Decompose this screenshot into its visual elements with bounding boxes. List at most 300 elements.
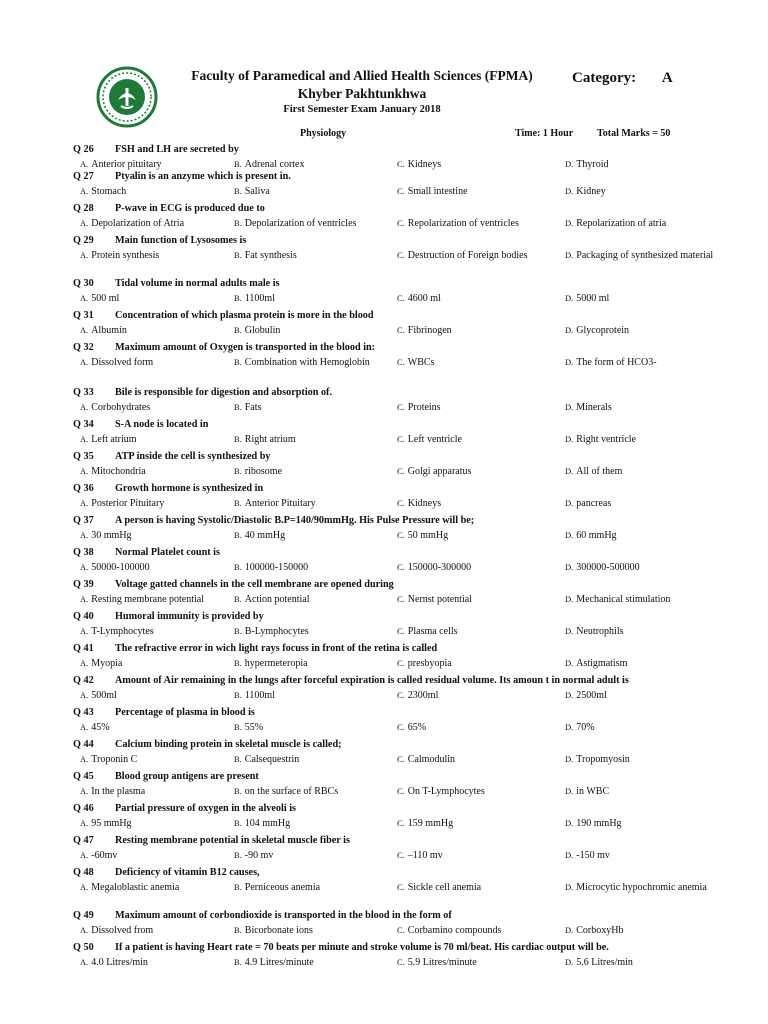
option-text: 300000-500000 <box>576 562 640 573</box>
option-text: Dissolved from <box>91 925 154 936</box>
question-heading <box>73 739 342 750</box>
option-letter: A. <box>80 690 89 700</box>
option-text: Repolarization of atria <box>576 218 667 229</box>
option-letter: C. <box>397 530 405 540</box>
option-text: Action potential <box>244 594 310 605</box>
option-letter: D. <box>565 754 574 764</box>
option-text: Adrenal cortex <box>244 159 305 170</box>
question-number: Q 35 <box>73 451 94 462</box>
option-letter: B. <box>234 850 242 860</box>
question-text: P-wave in ECG is produced due to <box>115 203 265 214</box>
answer-option <box>565 324 725 338</box>
total-marks: Total Marks = 50 <box>597 128 671 139</box>
answer-option <box>234 881 384 895</box>
option-letter: B. <box>234 594 242 604</box>
answer-option <box>565 753 725 767</box>
option-letter: D. <box>565 159 574 169</box>
question-number: Q 48 <box>73 867 94 878</box>
answer-option <box>397 849 557 863</box>
answer-option <box>565 433 725 447</box>
option-letter: C. <box>397 466 405 476</box>
option-letter: A. <box>80 722 89 732</box>
question-number: Q 27 <box>73 171 94 182</box>
option-text: Kidneys <box>407 159 442 170</box>
option-text: 104 mmHg <box>244 818 291 829</box>
question-number: Q 40 <box>73 611 94 622</box>
answer-option <box>565 401 725 415</box>
question-text: ATP inside the cell is synthesized by <box>115 451 271 462</box>
option-letter: B. <box>234 466 242 476</box>
answer-option <box>397 625 557 639</box>
option-letter: C. <box>397 626 405 636</box>
option-text: Perniceous anemia <box>244 882 321 893</box>
option-text: Small intestine <box>407 186 468 197</box>
option-letter: C. <box>397 786 405 796</box>
answer-option <box>397 657 557 671</box>
option-text: 40 mmHg <box>244 530 286 541</box>
option-letter: D. <box>565 658 574 668</box>
option-letter: B. <box>234 818 242 828</box>
option-letter: C. <box>397 293 405 303</box>
option-letter: B. <box>234 690 242 700</box>
answer-option <box>80 465 230 479</box>
question-number: Q 37 <box>73 515 94 526</box>
option-text: Albumin <box>91 325 127 336</box>
option-letter: B. <box>234 293 242 303</box>
question-heading <box>73 310 374 321</box>
answer-option <box>234 401 384 415</box>
option-letter: B. <box>234 402 242 412</box>
option-text: 5.6 Litres/min <box>576 957 633 968</box>
answer-option <box>234 217 384 231</box>
option-letter: C. <box>397 754 405 764</box>
answer-option <box>397 561 557 575</box>
option-text: Left ventricle <box>407 434 462 445</box>
option-text: Anterior Pituitary <box>244 498 316 509</box>
option-letter: C. <box>397 925 405 935</box>
option-text: 30 mmHg <box>91 530 132 541</box>
option-letter: A. <box>80 594 89 604</box>
option-letter: A. <box>80 754 89 764</box>
question-number: Q 50 <box>73 942 94 953</box>
question-number: Q 34 <box>73 419 94 430</box>
answer-option <box>565 689 725 703</box>
answer-option <box>80 785 230 799</box>
option-letter: D. <box>565 818 574 828</box>
answer-option <box>565 657 725 671</box>
option-text: Myopia <box>91 658 123 669</box>
question-heading <box>73 643 437 654</box>
option-text: The form of HCO3- <box>576 357 657 368</box>
question-number: Q 38 <box>73 547 94 558</box>
option-text: B-Lymphocytes <box>244 626 309 637</box>
option-text: Right atrium <box>244 434 296 445</box>
question-heading <box>73 611 264 622</box>
option-letter: A. <box>80 957 89 967</box>
option-letter: A. <box>80 186 89 196</box>
option-letter: B. <box>234 357 242 367</box>
option-letter: A. <box>80 498 89 508</box>
option-letter: B. <box>234 434 242 444</box>
answer-option <box>80 292 230 306</box>
option-letter: C. <box>397 357 405 367</box>
option-letter: D. <box>565 498 574 508</box>
question-text: If a patient is having Heart rate = 70 beats per minute and stroke volume is 70 ml/beat. His cardiac output will be. <box>115 942 609 953</box>
option-letter: C. <box>397 218 405 228</box>
option-letter: D. <box>565 186 574 196</box>
answer-option <box>80 529 230 543</box>
option-text: Right ventricle <box>576 434 636 445</box>
question-number: Q 29 <box>73 235 94 246</box>
option-text: Calsequestrin <box>244 754 300 765</box>
option-text: T-Lymphocytes <box>91 626 154 637</box>
option-text: 95 mmHg <box>91 818 132 829</box>
question-number: Q 32 <box>73 342 94 353</box>
option-text: 500ml <box>91 690 117 701</box>
answer-option <box>234 593 384 607</box>
question-number: Q 28 <box>73 203 94 214</box>
answer-option <box>565 158 725 172</box>
option-text: In the plasma <box>91 786 146 797</box>
answer-option <box>397 689 557 703</box>
question-number: Q 26 <box>73 144 94 155</box>
faculty-title: Faculty of Paramedical and Allied Health Sciences (FPMA) <box>191 68 533 83</box>
option-text: 500 ml <box>91 293 120 304</box>
option-text: Calmodulin <box>407 754 456 765</box>
question-number: Q 49 <box>73 910 94 921</box>
question-heading <box>73 771 259 782</box>
answer-option <box>234 433 384 447</box>
question-heading <box>73 235 246 246</box>
option-letter: A. <box>80 658 89 668</box>
option-letter: D. <box>565 466 574 476</box>
question-heading <box>73 483 263 494</box>
option-text: 159 mmHg <box>407 818 454 829</box>
option-letter: B. <box>234 786 242 796</box>
option-letter: C. <box>397 325 405 335</box>
answer-option <box>80 753 230 767</box>
option-text: Depolarization of Atria <box>91 218 185 229</box>
option-letter: D. <box>565 925 574 935</box>
option-letter: D. <box>565 722 574 732</box>
question-heading <box>73 942 609 953</box>
option-letter: C. <box>397 402 405 412</box>
option-text: Dissolved form <box>91 357 154 368</box>
option-letter: A. <box>80 293 89 303</box>
option-text: 50000-100000 <box>91 562 150 573</box>
option-letter: D. <box>565 957 574 967</box>
option-letter: D. <box>565 293 574 303</box>
subject-name: Physiology <box>300 128 347 139</box>
answer-option <box>234 849 384 863</box>
answer-option <box>397 401 557 415</box>
answer-option <box>397 465 557 479</box>
option-text: Microcytic hypochromic anemia <box>576 882 707 893</box>
category-label-text: Category: <box>572 70 637 86</box>
answer-option <box>80 401 230 415</box>
answer-option <box>234 817 384 831</box>
question-number: Q 39 <box>73 579 94 590</box>
option-text: Fibrinogen <box>407 325 452 336</box>
option-text: 1100ml <box>244 690 275 701</box>
option-letter: D. <box>565 626 574 636</box>
option-text: 55% <box>244 722 264 733</box>
option-text: -90 mv <box>244 850 274 861</box>
option-text: 2300ml <box>407 690 439 701</box>
province-title: Khyber Pakhtunkhwa <box>297 86 427 101</box>
option-letter: D. <box>565 250 574 260</box>
option-letter: C. <box>397 434 405 444</box>
option-letter: B. <box>234 562 242 572</box>
option-text: Troponin C <box>91 754 138 765</box>
option-text: 190 mmHg <box>576 818 622 829</box>
option-text: All of them <box>576 466 623 477</box>
option-text: 5000 ml <box>576 293 610 304</box>
answer-option <box>234 924 384 938</box>
option-text: Plasma cells <box>407 626 458 637</box>
option-letter: C. <box>397 850 405 860</box>
option-text: Combination with Hemoglobin <box>244 357 370 368</box>
answer-option <box>80 217 230 231</box>
option-letter: B. <box>234 754 242 764</box>
option-letter: C. <box>397 498 405 508</box>
option-letter: B. <box>234 325 242 335</box>
option-letter: A. <box>80 466 89 476</box>
answer-option <box>80 657 230 671</box>
option-letter: C. <box>397 562 405 572</box>
answer-option <box>397 956 557 970</box>
answer-option <box>565 356 725 370</box>
question-text: Maximum amount of Oxygen is transported in the blood in: <box>115 342 376 353</box>
question-number: Q 47 <box>73 835 94 846</box>
option-text: Nernst potential <box>407 594 472 605</box>
option-text: On T-Lymphocytes <box>407 786 485 797</box>
option-letter: D. <box>565 325 574 335</box>
option-text: Stomach <box>91 186 127 197</box>
question-number: Q 36 <box>73 483 94 494</box>
option-letter: C. <box>397 658 405 668</box>
answer-option <box>80 433 230 447</box>
question-text: Amount of Air remaining in the lungs after forceful expiration is called residual volume. Its amoun t in normal adult is <box>115 675 629 686</box>
option-letter: C. <box>397 186 405 196</box>
option-letter: D. <box>565 786 574 796</box>
option-text: Fat synthesis <box>244 250 297 261</box>
answer-option <box>397 249 557 263</box>
option-letter: B. <box>234 925 242 935</box>
option-letter: A. <box>80 786 89 796</box>
answer-option <box>234 356 384 370</box>
answer-option <box>397 593 557 607</box>
category-value: A <box>661 70 673 86</box>
question-heading <box>73 387 332 398</box>
question-text: Bile is responsible for digestion and absorption of. <box>115 387 332 398</box>
option-text: WBCs <box>407 357 435 368</box>
answer-option <box>565 561 725 575</box>
option-letter: B. <box>234 957 242 967</box>
option-text: Thyroid <box>576 159 609 170</box>
option-text: Left atrium <box>91 434 137 445</box>
answer-option <box>565 497 725 511</box>
option-text: in WBC <box>576 786 610 797</box>
question-heading <box>73 803 296 814</box>
option-text: 45% <box>91 722 110 733</box>
answer-option <box>565 817 725 831</box>
option-letter: A. <box>80 325 89 335</box>
answer-option <box>234 561 384 575</box>
answer-option <box>234 465 384 479</box>
option-text: Neutrophils <box>576 626 624 637</box>
answer-option <box>80 849 230 863</box>
option-text: 150000-300000 <box>407 562 472 573</box>
question-text: FSH and LH are secreted by <box>115 144 239 155</box>
option-text: Packaging of synthesized material <box>576 250 714 261</box>
exam-title: First Semester Exam January 2018 <box>283 104 441 115</box>
answer-option <box>397 497 557 511</box>
question-heading <box>73 910 452 921</box>
option-letter: A. <box>80 818 89 828</box>
option-text: Kidneys <box>407 498 442 509</box>
option-letter: C. <box>397 957 405 967</box>
question-text: Growth hormone is synthesized in <box>115 483 264 494</box>
option-text: Posterior Pituitary <box>91 498 165 509</box>
answer-option <box>397 721 557 735</box>
question-text: Concentration of which plasma protein is more in the blood <box>115 310 374 321</box>
option-letter: D. <box>565 850 574 860</box>
question-number: Q 41 <box>73 643 94 654</box>
option-letter: B. <box>234 882 242 892</box>
option-text: Resting membrane potential <box>91 594 205 605</box>
answer-option <box>234 497 384 511</box>
option-text: Mitochondria <box>91 466 146 477</box>
answer-option <box>80 721 230 735</box>
option-letter: A. <box>80 357 89 367</box>
option-text: 65% <box>407 722 427 733</box>
answer-option <box>397 185 557 199</box>
question-heading <box>73 707 255 718</box>
answer-option <box>397 924 557 938</box>
answer-option <box>565 956 725 970</box>
answer-option <box>234 529 384 543</box>
answer-option <box>565 593 725 607</box>
answer-option <box>397 881 557 895</box>
exam-time: Time: 1 Hour <box>515 128 574 139</box>
question-heading <box>73 515 474 526</box>
answer-option <box>80 817 230 831</box>
answer-option <box>234 625 384 639</box>
question-text: Main function of Lysosomes is <box>115 235 247 246</box>
option-letter: C. <box>397 690 405 700</box>
option-letter: A. <box>80 250 89 260</box>
option-letter: B. <box>234 250 242 260</box>
answer-option <box>234 753 384 767</box>
option-text: presbyopia <box>407 658 452 669</box>
option-text: Corbohydrates <box>91 402 151 413</box>
option-text: Kidney <box>576 186 606 197</box>
question-number: Q 30 <box>73 278 94 289</box>
question-text: Percentage of plasma in blood is <box>115 707 255 718</box>
answer-option <box>565 721 725 735</box>
option-letter: B. <box>234 498 242 508</box>
option-letter: A. <box>80 925 89 935</box>
option-letter: D. <box>565 218 574 228</box>
option-text: 2500ml <box>576 690 607 701</box>
option-letter: A. <box>80 159 89 169</box>
option-letter: C. <box>397 882 405 892</box>
answer-option <box>80 689 230 703</box>
option-text: Astigmatism <box>576 658 628 669</box>
answer-option <box>565 465 725 479</box>
answer-option <box>80 593 230 607</box>
question-heading <box>73 451 270 462</box>
answer-option <box>397 324 557 338</box>
option-text: Destruction of Foreign bodies <box>407 250 528 261</box>
question-heading <box>73 835 350 846</box>
option-text: CorboxyHb <box>576 925 624 936</box>
question-heading <box>73 547 220 558</box>
question-text: Partial pressure of oxygen in the alveoli is <box>115 803 297 814</box>
question-heading <box>73 144 239 155</box>
answer-option <box>565 249 725 263</box>
answer-option <box>80 924 230 938</box>
answer-option <box>397 785 557 799</box>
option-text: 4.0 Litres/min <box>91 957 148 968</box>
question-text: Blood group antigens are present <box>115 771 259 782</box>
option-letter: A. <box>80 434 89 444</box>
answer-option <box>397 529 557 543</box>
question-text: Deficiency of vitamin B12 causes, <box>115 867 260 878</box>
answer-option <box>234 721 384 735</box>
option-text: Sickle cell anemia <box>407 882 482 893</box>
question-text: Normal Platelet count is <box>115 547 220 558</box>
option-text: Minerals <box>576 402 612 413</box>
question-text: Tidal volume in normal adults male is <box>115 278 280 289</box>
option-letter: D. <box>565 402 574 412</box>
answer-option <box>80 881 230 895</box>
question-text: A person is having Systolic/Diastolic B.P=140/90mmHg. His Pulse Pressure will be; <box>115 515 475 526</box>
answer-option <box>80 158 230 172</box>
question-heading <box>73 203 265 214</box>
answer-option <box>397 433 557 447</box>
question-text: Voltage gatted channels in the cell membrane are opened during <box>115 579 394 590</box>
answer-option <box>80 249 230 263</box>
question-text: Ptyalin is an anzyme which is present in. <box>115 171 291 182</box>
question-number: Q 43 <box>73 707 94 718</box>
question-heading <box>73 579 394 590</box>
option-text: -150 mv <box>576 850 610 861</box>
answer-option <box>565 217 725 231</box>
option-letter: C. <box>397 722 405 732</box>
option-letter: D. <box>565 594 574 604</box>
option-letter: A. <box>80 562 89 572</box>
option-letter: A. <box>80 626 89 636</box>
answer-option <box>397 158 557 172</box>
option-text: 1100ml <box>244 293 275 304</box>
answer-option <box>565 924 725 938</box>
option-letter: D. <box>565 562 574 572</box>
option-text: Repolarization of ventricles <box>407 218 519 229</box>
option-letter: C. <box>397 594 405 604</box>
question-heading <box>73 342 375 353</box>
option-text: ribosome <box>244 466 283 477</box>
answer-option <box>565 881 725 895</box>
answer-option <box>80 324 230 338</box>
option-text: 4.9 Litres/minute <box>244 957 314 968</box>
option-letter: D. <box>565 357 574 367</box>
option-text: Tropomyosin <box>576 754 630 765</box>
option-text: 70% <box>576 722 595 733</box>
answer-option <box>234 689 384 703</box>
answer-option <box>234 185 384 199</box>
